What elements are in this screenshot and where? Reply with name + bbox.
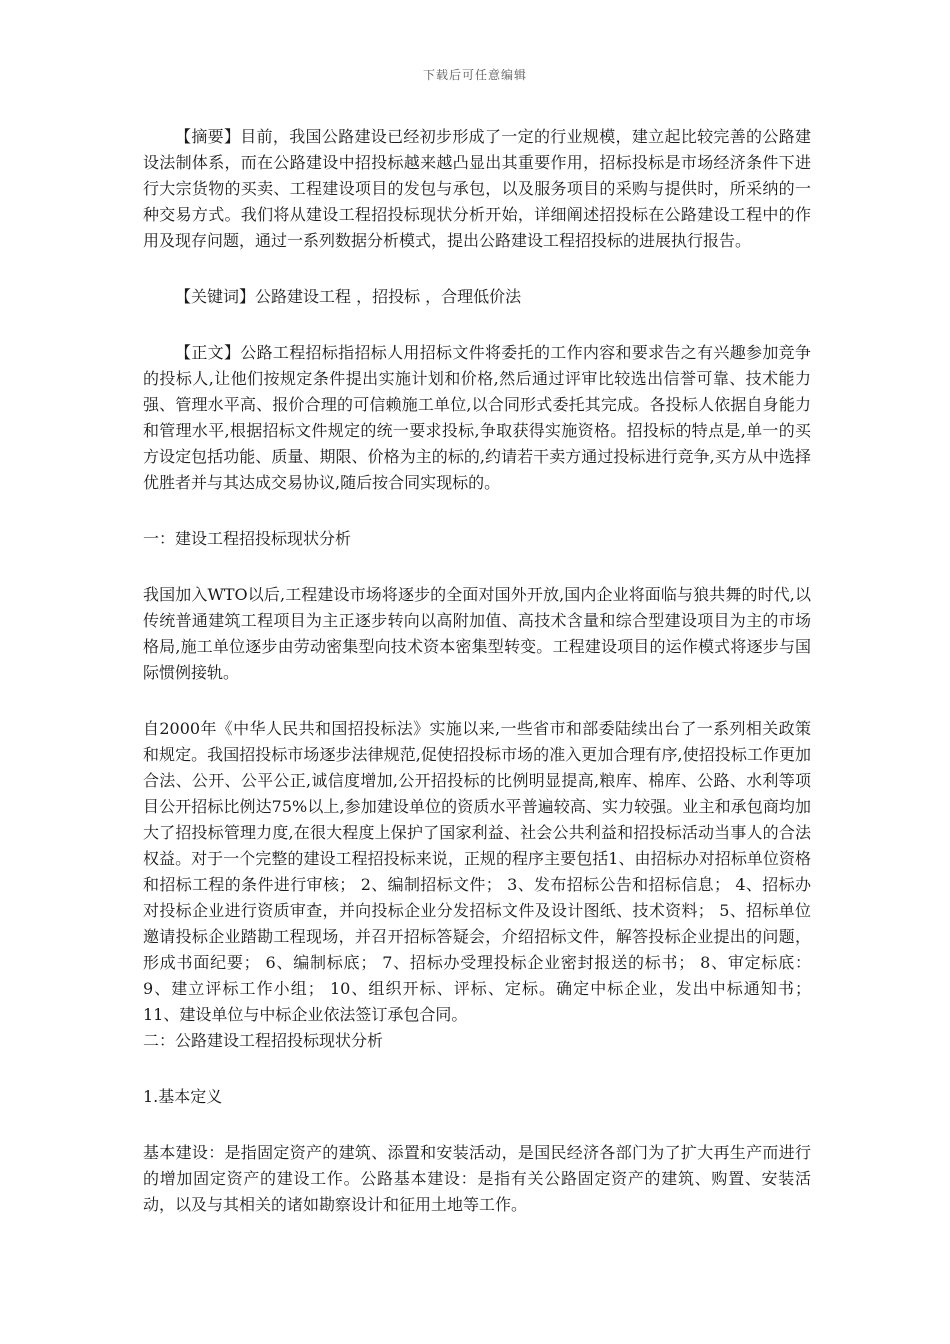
document-body [143, 124, 811, 1218]
section1-paragraph-2: 自2000年《中华人民共和国招投标法》实施以来,一些省市和部委陆续出台了一系列相关政策和规定。我国招投标市场逐步法律规范,促使招投标市场的准入更加合理有序,使招投标工作更加合法、公开、公平公正,诚信度增加,公开招投标的比例明显提高,粮库、棉库、公路、水利等项目公开招标比例达75%以上,参加建设单位的资质水平普遍较高、实力较强。业主和承包商均加大了招投标管理力度,在很大程度上保护了国家利益、社会公共利益和招投标活动当事人的合法权益。对于一个完整的建设工程招投标来说，正规的程序主要包括1、由招标办对招标单位资格和招标工程的条件进行审核； 2、编制招标文件； 3、发布招标公告和招标信息； 4、招标办对投标企业进行资质审查，并向投标企业分发招标文件及设计图纸、技术资料； 5、招标单位邀请投标企业踏勘工程现场，并召开招标答疑会，介绍招标文件，解答投标企业提出的问题，形成书面纪要； 6、编制标底； 7、招标办受理投标企业密封报送的标书； 8、审定标底： 9、建立评标工作小组； 10、组织开标、评标、定标。确定中标企业，发出中标通知书； 11、建设单位与中标企业依法签订承包合同。 [143, 719, 811, 1024]
section1-heading: 一：建设工程招投标现状分析 [143, 529, 352, 548]
section2-subheading: 1.基本定义 [143, 1087, 223, 1106]
body-intro-paragraph: 【正文】公路工程招标指招标人用招标文件将委托的工作内容和要求告之有兴趣参加竞争的投标人,让他们按规定条件提出实施计划和价格,然后通过评审比较选出信誉可靠、技术能力强、管理水平高、报价合理的可信赖施工单位,以合同形式委托其完成。各投标人依据自身能力和管理水平,根据招标文件规定的统一要求投标,争取获得实施资格。招投标的特点是,单一的买方设定包括功能、质量、期限、价格为主的标的,约请若干卖方通过投标进行竞争,买方从中选择优胜者并与其达成交易协议,随后按合同实现标的。 [143, 343, 811, 492]
page-header-note: 下载后可任意编辑 [422, 68, 527, 82]
section2-heading: 二：公路建设工程招投标现状分析 [143, 1031, 384, 1050]
abstract-paragraph: 【摘要】目前，我国公路建设已经初步形成了一定的行业规模，建立起比较完善的公路建设法制体系，而在公路建设中招投标越来越凸显出其重要作用，招标投标是市场经济条件下进行大宗货物的买卖、工程建设项目的发包与承包，以及服务项目的采购与提供时，所采纳的一种交易方式。我们将从建设工程招投标现状分析开始，详细阐述招投标在公路建设工程中的作用及现存问题，通过一系列数据分析模式，提出公路建设工程招投标的进展执行报告。 [143, 127, 811, 250]
section1-paragraph-1: 我国加入WTO以后,工程建设市场将逐步的全面对国外开放,国内企业将面临与狼共舞的时代,以传统普通建筑工程项目为主正逐步转向以高附加值、高技术含量和综合型建设项目为主的市场格局,施工单位逐步由劳动密集型向技术资本密集型转变。工程建设项目的运作模式将逐步与国际惯例接轨。 [143, 585, 811, 682]
keywords-paragraph: 【关键词】公路建设工程 ，招投标 ，合理低价法 [175, 287, 522, 306]
section2-paragraph-1: 基本建设：是指固定资产的建筑、添置和安装活动，是国民经济各部门为了扩大再生产而进行的增加固定资产的建设工作。公路基本建设：是指有关公路固定资产的建筑、购置、安装活动，以及与其相关的诸如勘察设计和征用土地等工作。 [143, 1143, 811, 1214]
